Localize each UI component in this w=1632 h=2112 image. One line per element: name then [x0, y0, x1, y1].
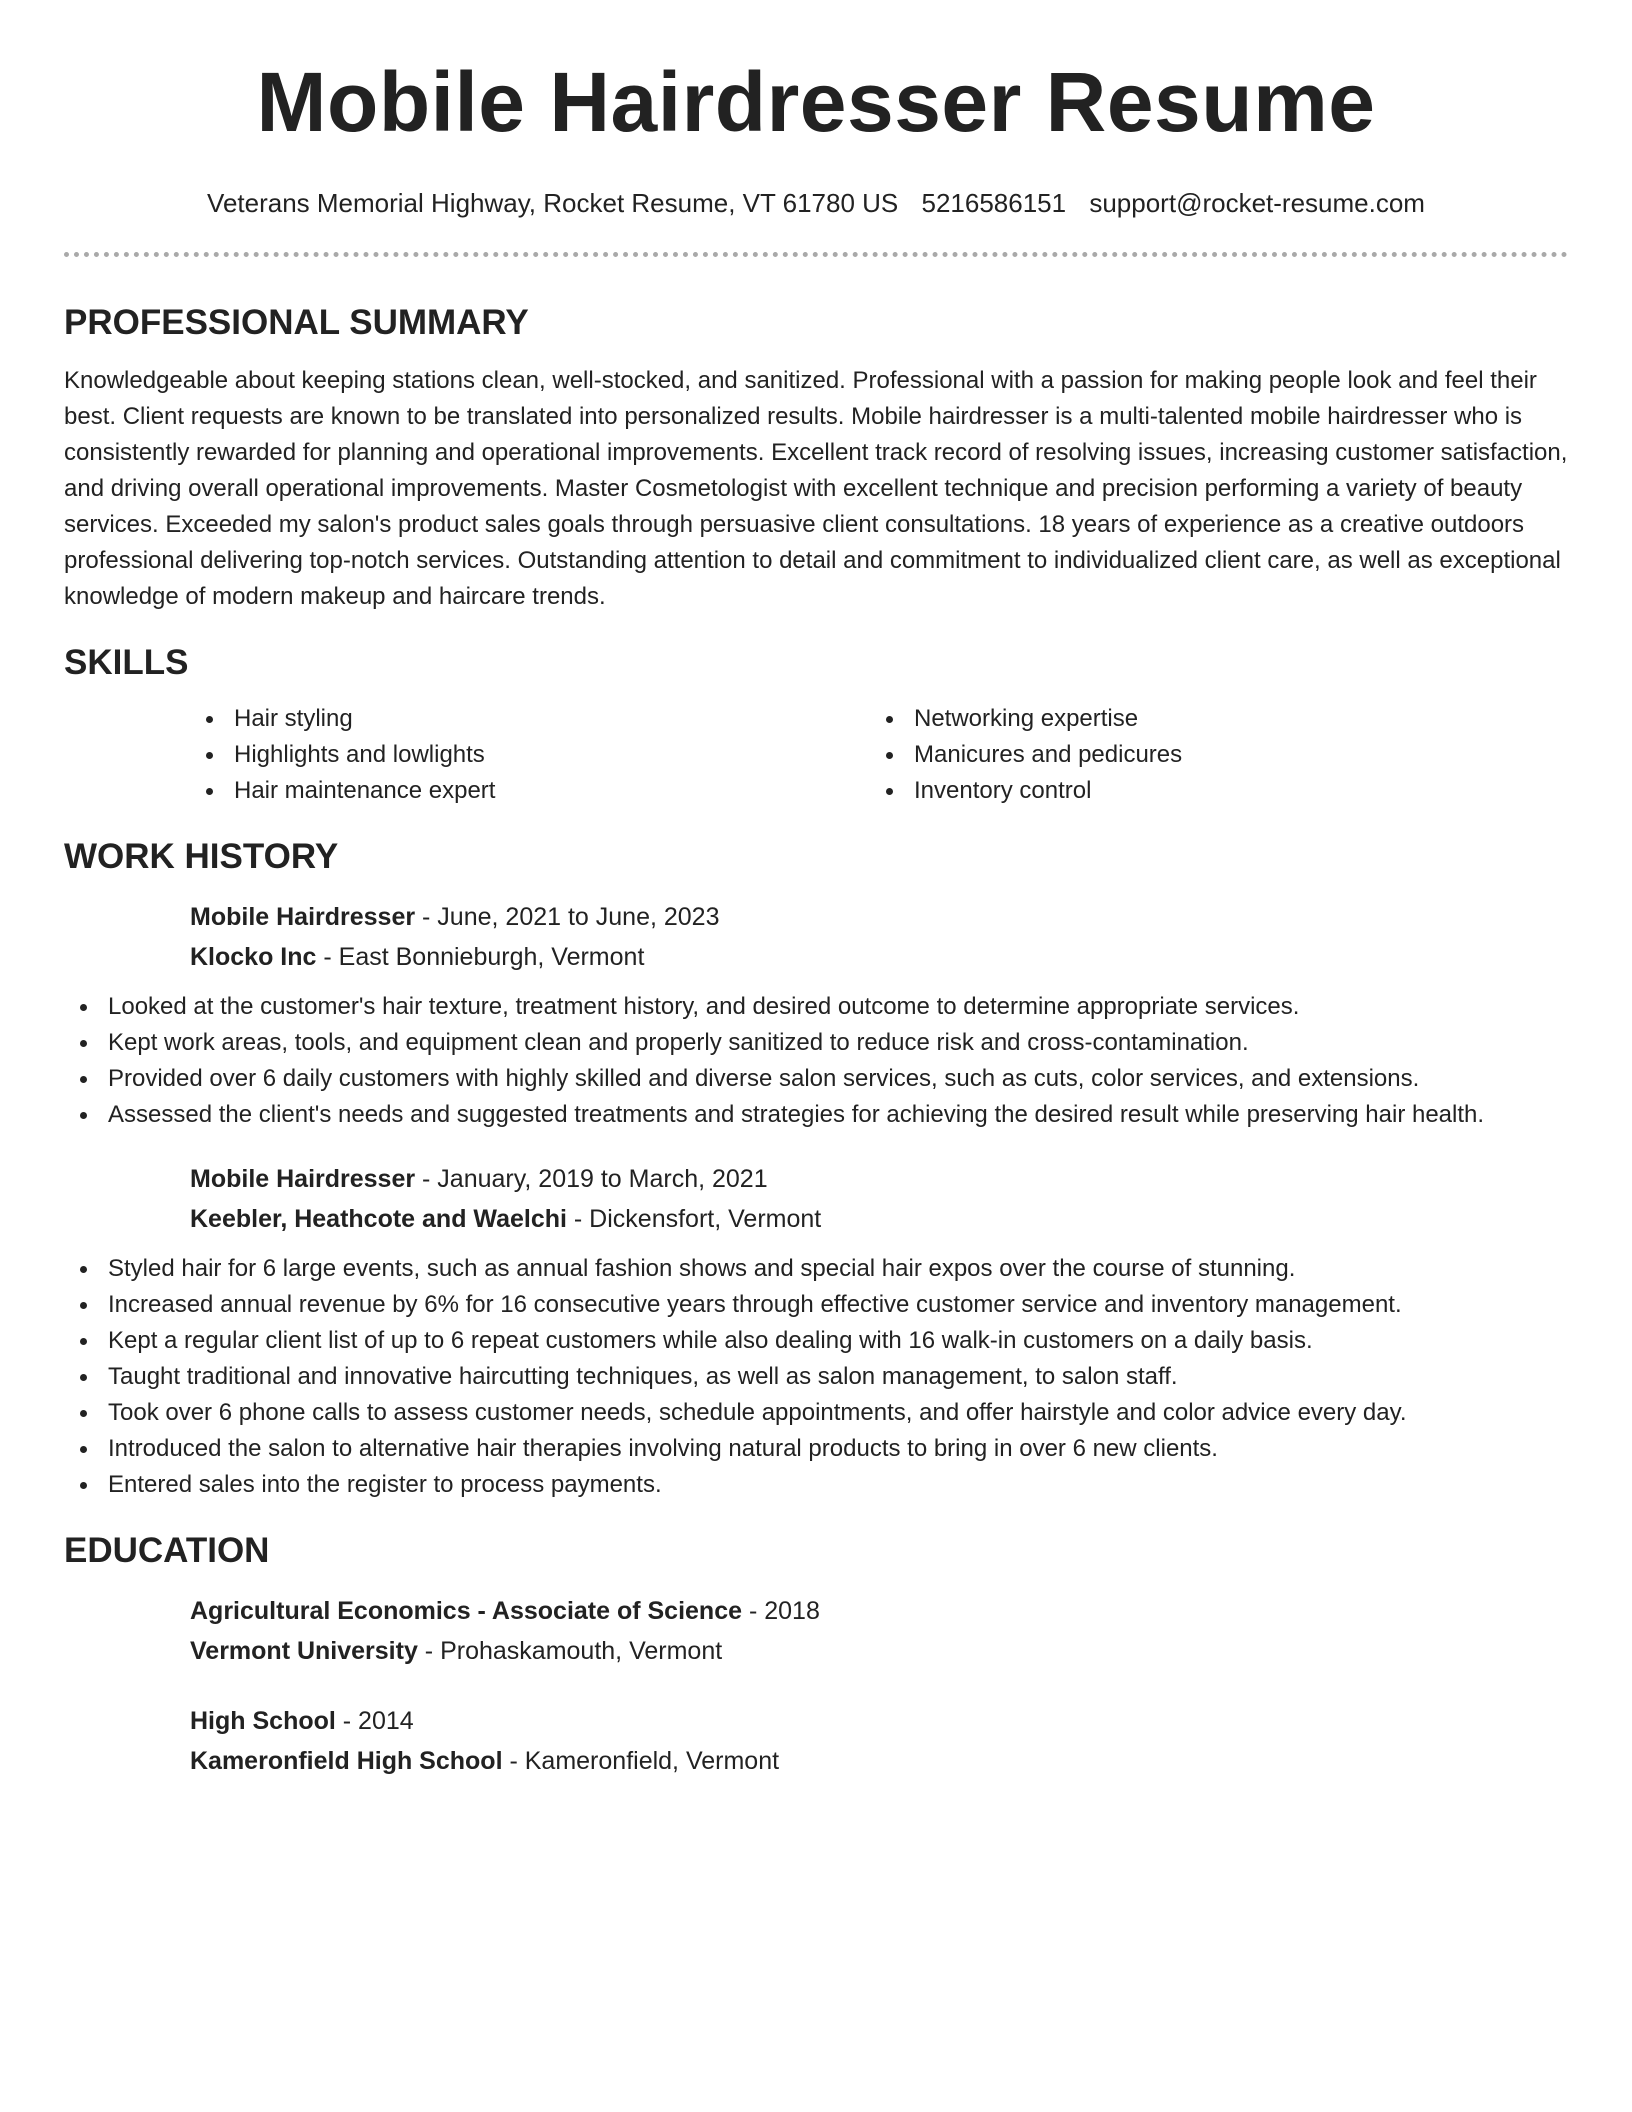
job-bullet: Kept work areas, tools, and equipment clean and properly sanitized to reduce risk and cross-contamination.: [64, 1025, 1568, 1061]
skills-heading: SKILLS: [64, 643, 189, 682]
education-entry: [190, 1701, 1568, 1781]
school: Kameronfield High School: [190, 1747, 503, 1775]
education-entry: [190, 1591, 1568, 1671]
resume-page: [64, 0, 1568, 1781]
school-location: - Kameronfield, Vermont: [502, 1747, 780, 1775]
degree-line: [190, 1591, 1568, 1631]
degree: High School: [190, 1707, 336, 1735]
skill-item: Hair maintenance expert: [190, 773, 870, 809]
degree-year: - 2018: [742, 1597, 820, 1625]
header-divider: [64, 252, 1568, 257]
skill-item: Hair styling: [190, 701, 870, 737]
degree: Agricultural Economics - Associate of Science: [190, 1597, 743, 1625]
job-company-line: [190, 937, 1568, 977]
job-bullet: Provided over 6 daily customers with highly skilled and diverse salon services, such as cuts, color services, and extensions.: [64, 1061, 1568, 1097]
job-bullet: Took over 6 phone calls to assess customer needs, schedule appointments, and offer hairstyle and color advice every day.: [64, 1395, 1568, 1431]
degree-line: [190, 1701, 1568, 1741]
job-title-line: [190, 1159, 1568, 1199]
address: Veterans Memorial Highway, Rocket Resume, VT 61780 US: [207, 188, 899, 218]
job-company: Klocko Inc: [190, 943, 317, 971]
job-entry: [190, 897, 1568, 977]
job-bullet: Introduced the salon to alternative hair therapies involving natural products to bring in over 6 new clients.: [64, 1431, 1568, 1467]
education-heading: EDUCATION: [64, 1531, 270, 1570]
job-entry: [190, 1159, 1568, 1239]
job-bullet: Looked at the customer's hair texture, treatment history, and desired outcome to determine appropriate services.: [64, 989, 1568, 1025]
school-location: - Prohaskamouth, Vermont: [417, 1637, 723, 1665]
skills-column-right: [870, 701, 1550, 809]
job-dates: - June, 2021 to June, 2023: [415, 903, 720, 931]
job-bullet: Entered sales into the register to process payments.: [64, 1467, 1568, 1503]
summary-heading: PROFESSIONAL SUMMARY: [64, 303, 529, 342]
skill-item: Manicures and pedicures: [870, 737, 1550, 773]
job-bullet: Increased annual revenue by 6% for 16 consecutive years through effective customer service and inventory management.: [64, 1287, 1568, 1323]
job-bullets: [64, 1251, 1568, 1503]
job-bullet: Assessed the client's needs and suggested treatments and strategies for achieving the desired result while preserving hair health.: [64, 1097, 1568, 1133]
job-title: Mobile Hairdresser: [190, 903, 416, 931]
skill-item: Networking expertise: [870, 701, 1550, 737]
school-line: [190, 1631, 1568, 1671]
school: Vermont University: [190, 1637, 418, 1665]
job-location: - East Bonnieburgh, Vermont: [316, 943, 645, 971]
skill-item: Inventory control: [870, 773, 1550, 809]
job-bullets: [64, 989, 1568, 1133]
work-heading: WORK HISTORY: [64, 837, 339, 876]
skills-column-left: [190, 701, 870, 809]
job-bullet: Kept a regular client list of up to 6 repeat customers while also dealing with 16 walk-in customers on a daily basis.: [64, 1323, 1568, 1359]
email: support@rocket-resume.com: [1089, 188, 1425, 218]
job-company-line: [190, 1199, 1568, 1239]
resume-title: Mobile Hairdresser Resume: [256, 55, 1376, 149]
job-company: Keebler, Heathcote and Waelchi: [190, 1205, 567, 1233]
skills-list: [190, 701, 1568, 809]
degree-year: - 2014: [335, 1707, 414, 1735]
skill-item: Highlights and lowlights: [190, 737, 870, 773]
phone: 5216586151: [921, 188, 1067, 218]
summary-text: Knowledgeable about keeping stations clean, well-stocked, and sanitized. Professional with a passion for making people look and feel their best. Client requests are known to be translated into personalized results. Mobile hairdresser is a multi-talented mobile hairdresser who is consistently rewarded for planning and operational improvements. Excellent track record of resolving issues, increasing customer satisfaction, and driving overall operational improvements. Master Cosmetologist with excellent technique and precision performing a variety of beauty services. Exceeded my salon's product sales goals through persuasive client consultations. 18 years of experience as a creative outdoors professional delivering top-notch services. Outstanding attention to detail and commitment to individualized client care, as well as exceptional knowledge of modern makeup and haircare trends.: [64, 367, 1568, 610]
school-line: [190, 1741, 1568, 1781]
job-bullet: Taught traditional and innovative haircutting techniques, as well as salon management, to salon staff.: [64, 1359, 1568, 1395]
job-location: - Dickensfort, Vermont: [566, 1205, 822, 1233]
job-bullet: Styled hair for 6 large events, such as annual fashion shows and special hair expos over the course of stunning.: [64, 1251, 1568, 1287]
job-dates: - January, 2019 to March, 2021: [415, 1165, 768, 1193]
job-title: Mobile Hairdresser: [190, 1165, 416, 1193]
job-title-line: [190, 897, 1568, 937]
contact-line: [64, 186, 1568, 220]
